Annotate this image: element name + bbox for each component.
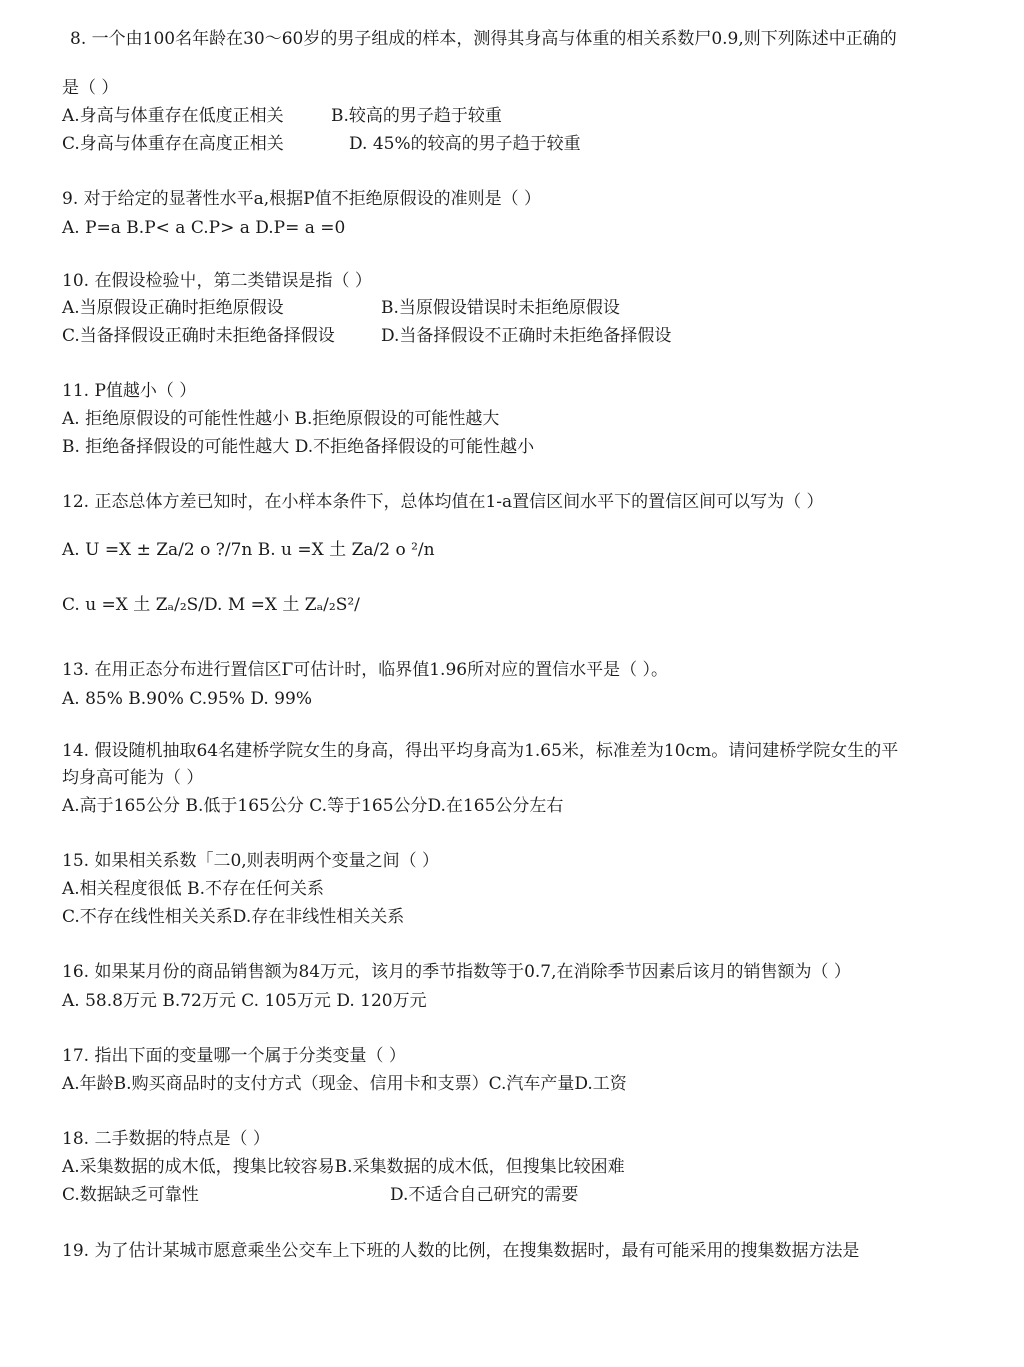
q12-stem: 12. 正态总体方差已知时，在小样本条件下，总体均值在1-a置信区间水平下的置信区间可以写为（ ） [62,492,824,512]
q9-options: A. P=a B.P< a C.P> a D.P= a =0 [62,218,346,238]
q8-stem-cont: 是（ ） [62,78,119,98]
q8-option-c: C.身高与体重存在高度正相关 [62,134,284,154]
q10-option-c: C.当备择假设正确时未拒绝备择假设 [62,326,335,346]
q13-options: A. 85% B.90% C.95% D. 99% [62,689,312,709]
q15-options-row2: C.不存在线性相关关系D.存在非线性相关关系 [62,907,405,927]
q10-option-b: B.当原假设错误时未拒绝原假设 [381,298,620,318]
q17-stem: 17. 指出下面的变量哪一个属于分类变量（ ） [62,1046,406,1066]
q14-stem: 14. 假设随机抽取64名建桥学院女生的身高，得出平均身高为1.65米，标准差为10cm。请问建桥学院女生的平 [62,741,899,761]
q8-option-b: B.较高的男子趋于较重 [331,106,502,126]
q16-options: A. 58.8万元 B.72万元 C. 105万元 D. 120万元 [62,991,427,1011]
q9-stem: 9. 对于给定的显著性水平a,根据P值不拒绝原假设的准则是（ ） [62,189,542,209]
q18-option-d: D.不适合自己研究的需要 [390,1185,579,1205]
q12-options-row1: A. U =X ± Za/2 o ?/7n B. u =X 土 Za/2 o ²/n [62,540,435,560]
q15-options-row1: A.相关程度很低 B.不存在任何关系 [62,879,324,899]
q14-stem-cont: 均身高可能为（ ） [62,768,204,788]
q10-stem: 10. 在假设检验屮，第二类错误是指（ ） [62,271,372,291]
q18-option-c: C.数据缺乏可靠性 [62,1185,199,1205]
q16-stem: 16. 如果某月份的商品销售额为84万元，该月的季节指数等于0.7,在消除季节因素后该月的销售额为（ ） [62,962,851,982]
q12-options-row2: C. u =X 土 Zₐ/₂S/D. M =X 土 Zₐ/₂S²/ [62,595,360,615]
q18-options-row1: A.采集数据的成木低，搜集比较容易B.采集数据的成木低，但搜集比较困难 [62,1157,625,1177]
q18-stem: 18. 二手数据的特点是（ ） [62,1129,270,1149]
q8-option-a: A.身高与体重存在低度正相关 [62,106,284,126]
q17-options: A.年龄B.购买商品时的支付方式（现金、信用卡和支票）C.汽车产量D.工资 [62,1074,627,1094]
q11-stem: 11. P值越小（ ） [62,381,197,401]
q14-options: A.高于165公分 B.低于165公分 C.等于165公分D.在165公分左右 [62,796,564,816]
q10-option-d: D.当备择假设不正确时未拒绝备择假设 [381,326,672,346]
q8-option-d: D. 45%的较高的男子趋于较重 [349,134,581,154]
q15-stem: 15. 如果相关系数「二0,则表明两个变量之间（ ） [62,851,440,871]
q8-stem: 8. 一个由100名年龄在30～60岁的男子组成的样本，测得其身高与体重的相关系数尸0.9,则下列陈述中正确的 [70,29,897,49]
q10-option-a: A.当原假设正确时拒绝原假设 [62,298,284,318]
q11-options-row1: A. 拒绝原假设的可能性性越小 B.拒绝原假设的可能性越大 [62,409,500,429]
q13-stem: 13. 在用正态分布进行置信区Γ可估计时，临界值1.96所对应的置信水平是（ ）。 [62,660,668,680]
q11-options-row2: B. 拒绝备择假设的可能性越大 D.不拒绝备择假设的可能性越小 [62,437,535,457]
q19-stem: 19. 为了估计某城市愿意乘坐公交车上下班的人数的比例，在搜集数据时，最有可能采用的搜集数据方法是 [62,1241,860,1261]
